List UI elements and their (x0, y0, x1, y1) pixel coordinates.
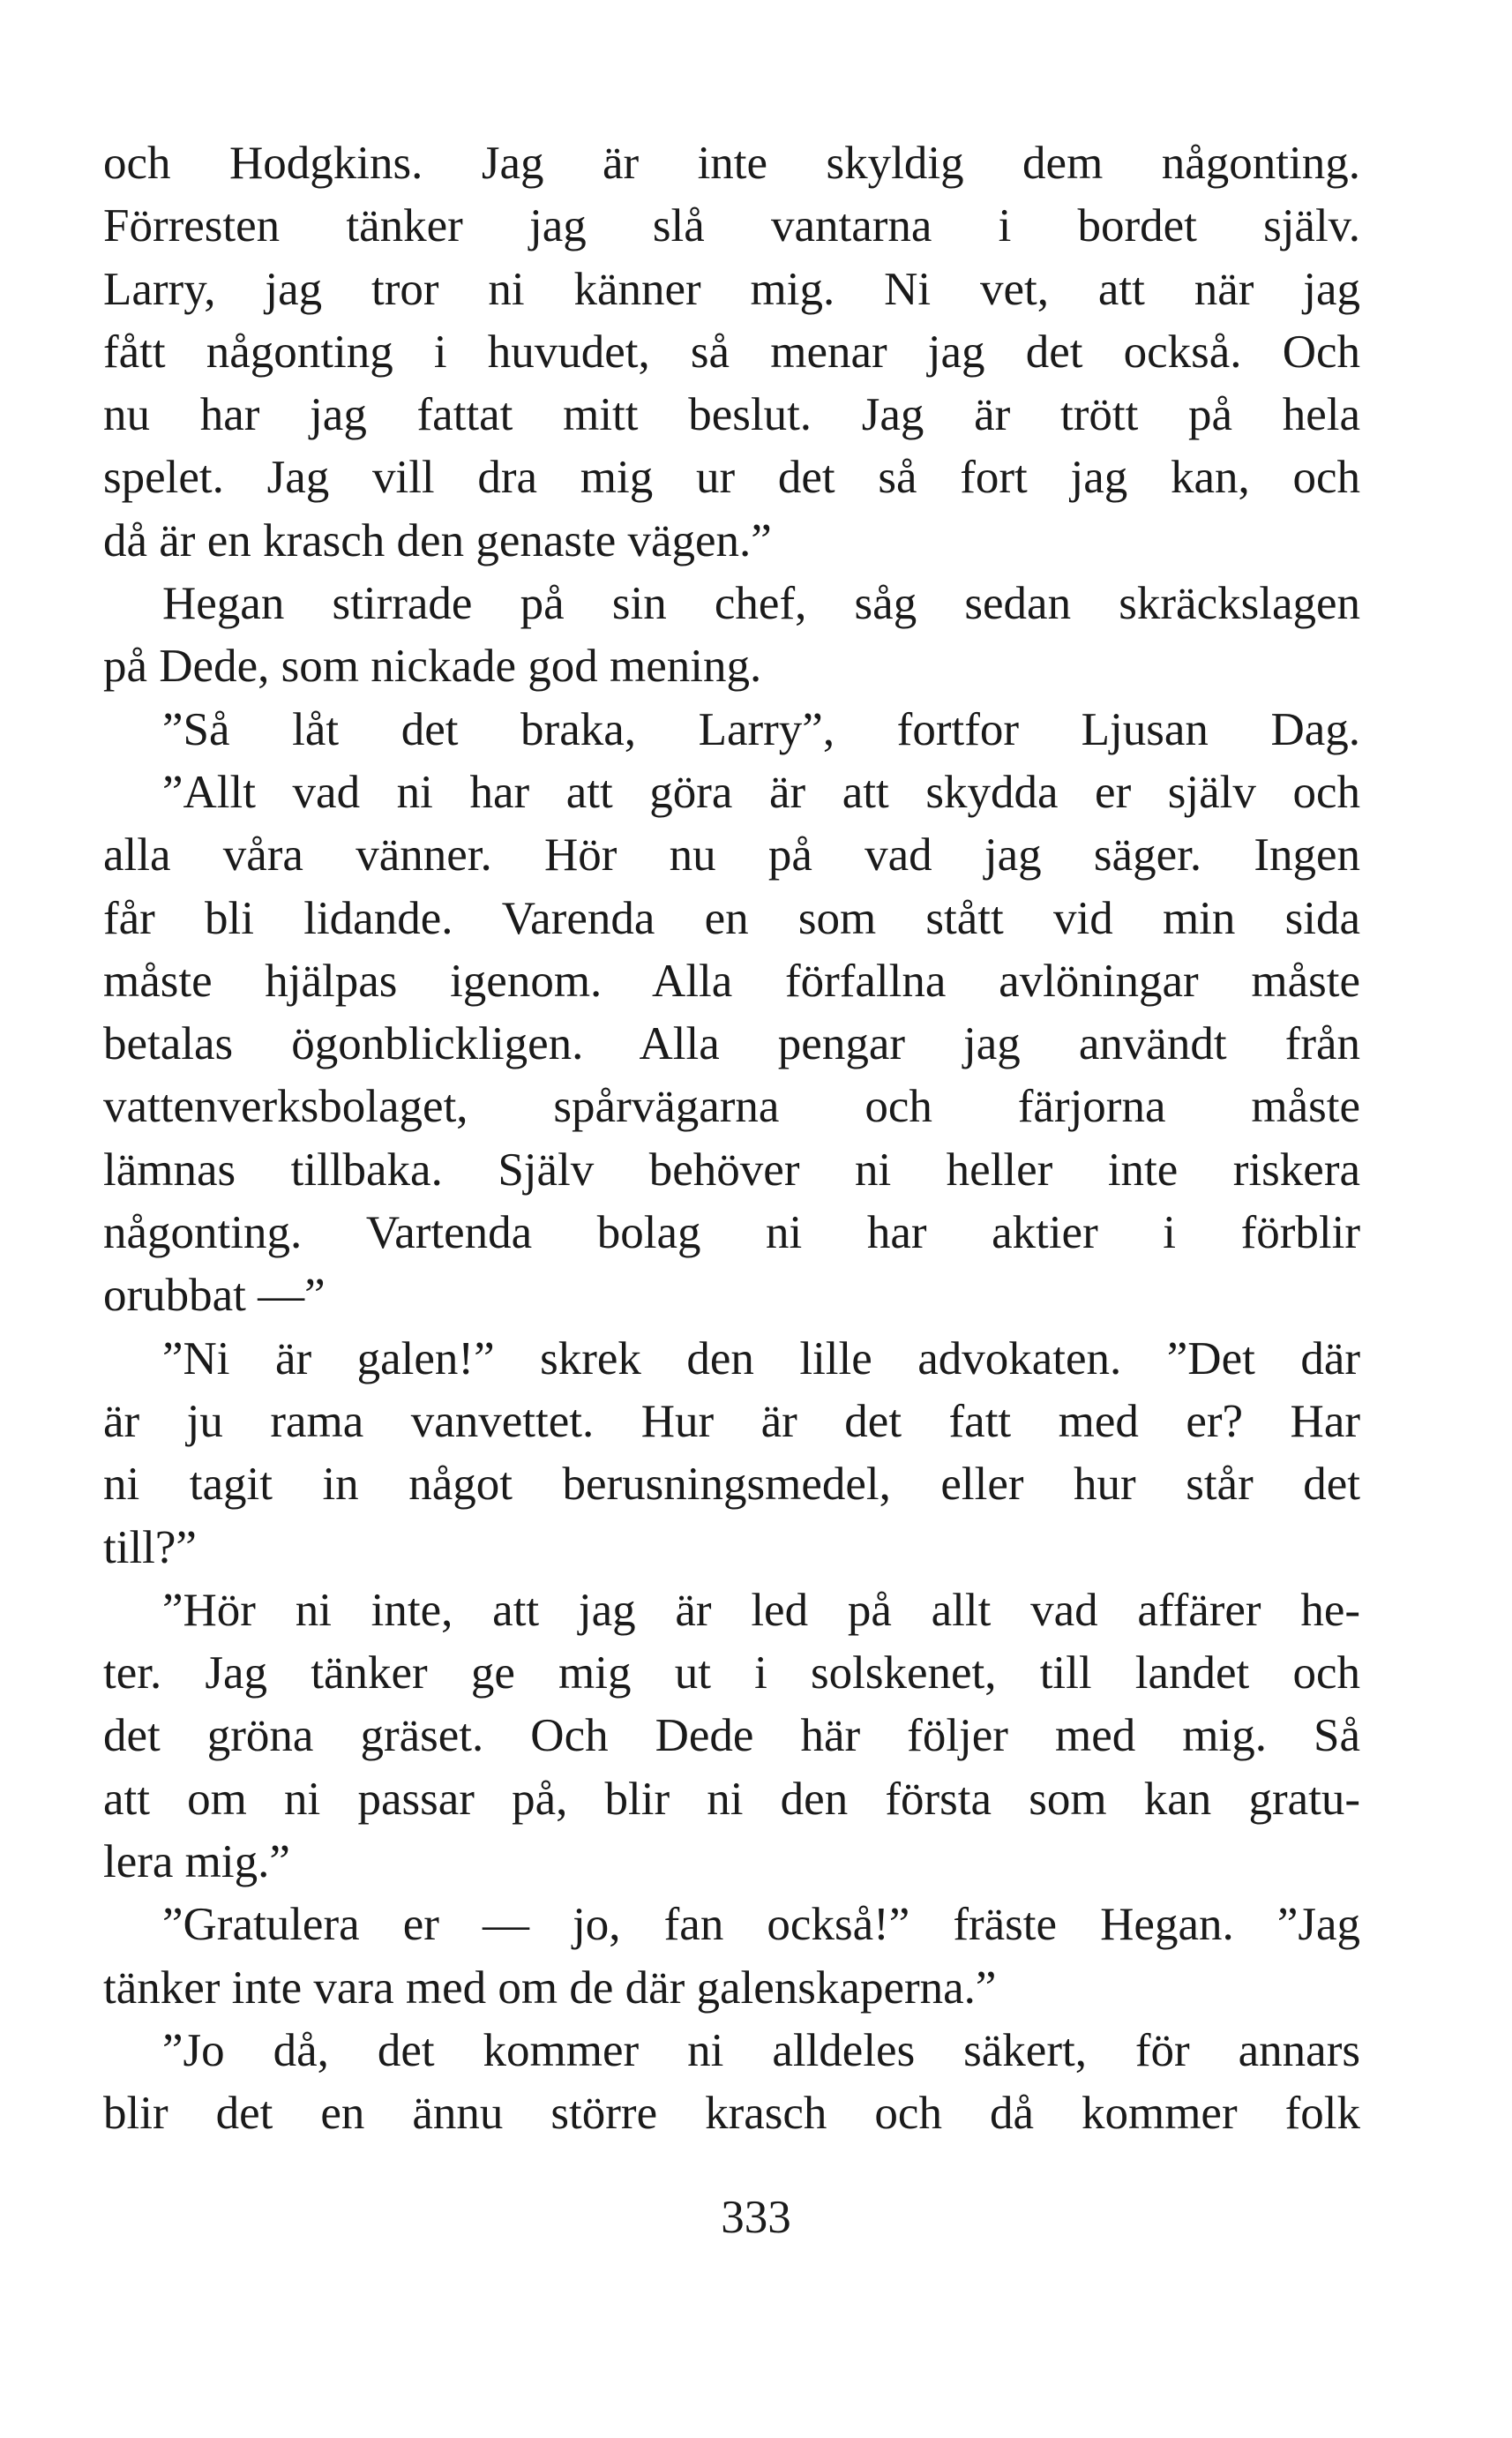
text-line-15: betalas ögonblickligen. Alla pengar jag användt från (103, 1018, 1360, 1070)
text-line-9: på Dede, som nickade god mening. (103, 641, 762, 693)
text-line-22: ni tagit in något berusningsmedel, eller hur står det (103, 1459, 1360, 1511)
text-line-24: ”Hör ni inte, att jag är led på allt vad affärer he- (162, 1584, 1360, 1636)
text-line-18: någonting. Vartenda bolag ni har aktier i förblir (103, 1207, 1360, 1259)
text-line-27: att om ni passar på, blir ni den första som kan gratu- (103, 1773, 1360, 1825)
text-line-10: ”Så låt det braka, Larry”, fortfor Ljusan Dag. (162, 703, 1360, 755)
text-line-16: vattenverksbolaget, spårvägarna och färjorna måste (103, 1081, 1360, 1133)
text-line-7: då är en krasch den genaste vägen.” (103, 514, 772, 566)
body-text (103, 132, 1360, 2146)
text-line-32: blir det en ännu större krasch och då kommer folk (103, 2088, 1360, 2140)
text-line-11: ”Allt vad ni har att göra är att skydda er själv och (162, 766, 1360, 818)
text-line-3: Larry, jag tror ni känner mig. Ni vet, att när jag (103, 263, 1360, 315)
text-line-23: till?” (103, 1521, 197, 1573)
text-line-25: ter. Jag tänker ge mig ut i solskenet, till landet och (103, 1647, 1360, 1699)
text-line-6: spelet. Jag vill dra mig ur det så fort jag kan, och (103, 452, 1360, 504)
text-line-26: det gröna gräset. Och Dede här följer med mig. Så (103, 1710, 1360, 1762)
text-line-28: lera mig.” (103, 1836, 290, 1888)
text-line-29: ”Gratulera er — jo, fan också!” fräste Hegan. ”Jag (162, 1899, 1360, 1951)
text-line-31: ”Jo då, det kommer ni alldeles säkert, för annars (162, 2024, 1360, 2076)
text-line-14: måste hjälpas igenom. Alla förfallna avlöningar måste (103, 955, 1360, 1007)
text-line-5: nu har jag fattat mitt beslut. Jag är trött på hela (103, 389, 1360, 441)
text-line-4: fått någonting i huvudet, så menar jag det också. Och (103, 326, 1360, 378)
text-line-30: tänker inte vara med om de där galenskaperna.” (103, 1962, 997, 2014)
page-number: 333 (721, 2192, 791, 2243)
text-line-20: ”Ni är galen!” skrek den lille advokaten. ”Det där (162, 1332, 1360, 1384)
text-line-21: är ju rama vanvettet. Hur är det fatt med er? Har (103, 1395, 1360, 1447)
text-line-1: och Hodgkins. Jag är inte skyldig dem någonting. (103, 138, 1360, 189)
text-line-17: lämnas tillbaka. Själv behöver ni heller inte riskera (103, 1144, 1360, 1196)
text-line-13: får bli lidande. Varenda en som stått vid min sida (103, 892, 1360, 944)
text-line-2: Förresten tänker jag slå vantarna i bordet själv. (103, 200, 1360, 252)
text-line-19: orubbat —” (103, 1270, 326, 1322)
text-line-8: Hegan stirrade på sin chef, såg sedan skräckslagen (162, 578, 1360, 630)
text-line-12: alla våra vänner. Hör nu på vad jag säger. Ingen (103, 829, 1360, 881)
